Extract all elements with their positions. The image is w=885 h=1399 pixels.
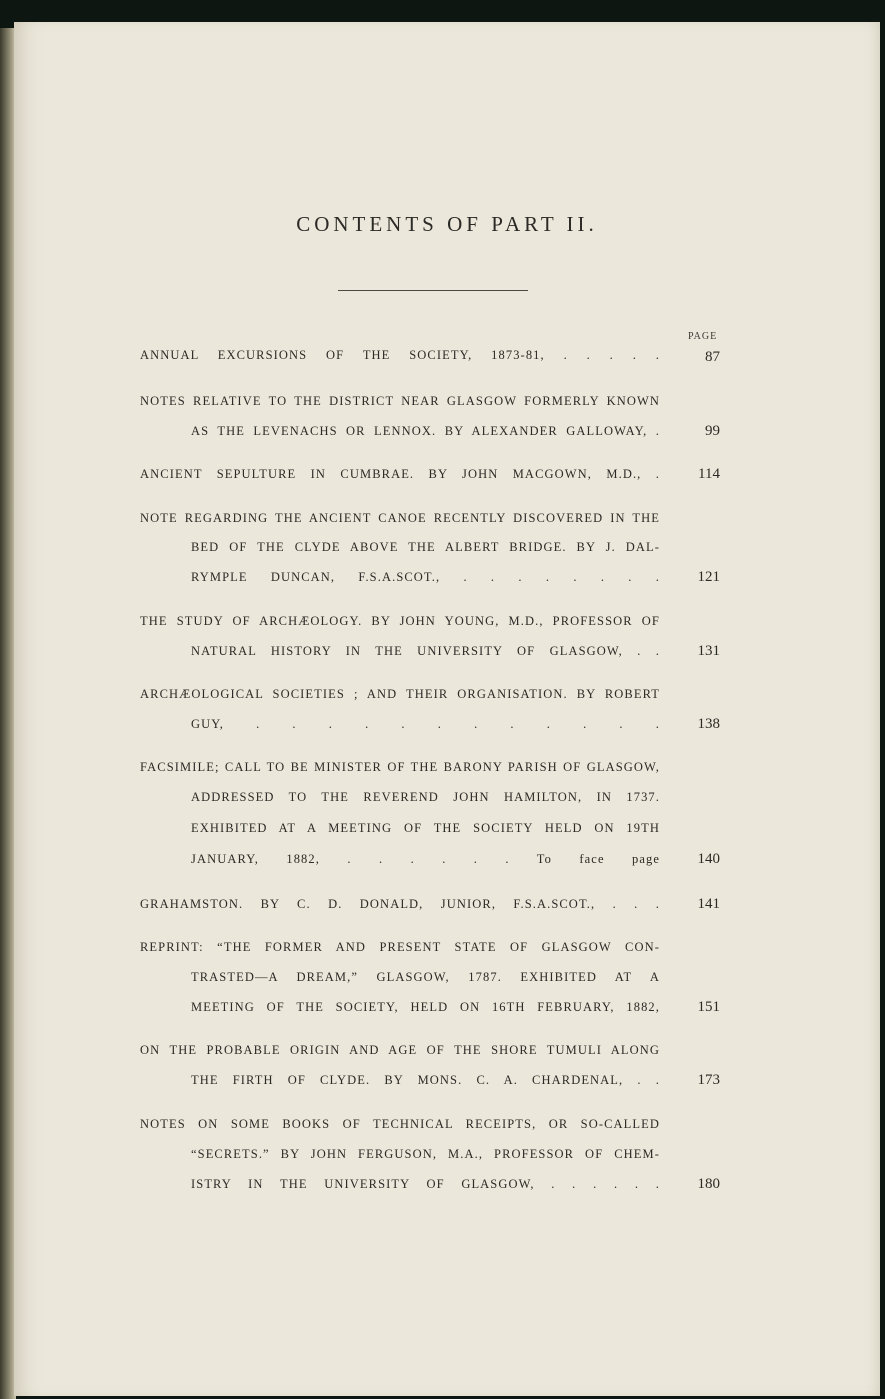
toc-entry-line: AS THE LEVENACHS OR LENNOX. BY ALEXANDER GALLOWAY, . <box>191 424 660 438</box>
toc-entry-line: ON THE PROBABLE ORIGIN AND AGE OF THE SHORE TUMULI ALONG <box>140 1043 660 1057</box>
toc-entry-line: ARCHÆOLOGICAL SOCIETIES ; AND THEIR ORGANISATION. BY ROBERT <box>140 687 660 701</box>
toc-entry-line: RYMPLE DUNCAN, F.S.A.SCOT., . . . . . . . . <box>191 570 660 584</box>
toc-entry-line: “SECRETS.” BY JOHN FERGUSON, M.A., PROFESSOR OF CHEM- <box>191 1147 660 1161</box>
title-divider <box>338 290 528 291</box>
toc-entry-line: ANNUAL EXCURSIONS OF THE SOCIETY, 1873-81, . . . . . <box>140 348 660 362</box>
toc-page-number: 141 <box>697 896 720 912</box>
toc-entry-line: THE FIRTH OF CLYDE. BY MONS. C. A. CHARDENAL, . . <box>191 1073 660 1087</box>
toc-entry-line: GRAHAMSTON. BY C. D. DONALD, JUNIOR, F.S.A.SCOT., . . . <box>140 897 660 911</box>
toc-entry-line: MEETING OF THE SOCIETY, HELD ON 16TH FEBRUARY, 1882, <box>191 1000 660 1014</box>
toc-entry-line: NOTES ON SOME BOOKS OF TECHNICAL RECEIPTS, OR SO-CALLED <box>140 1117 660 1131</box>
toc-entry-line: NOTES RELATIVE TO THE DISTRICT NEAR GLASGOW FORMERLY KNOWN <box>140 394 660 408</box>
toc-entry-line: NOTE REGARDING THE ANCIENT CANOE RECENTLY DISCOVERED IN THE <box>140 511 660 525</box>
page-column-heading: PAGE <box>688 331 718 342</box>
page-title: CONTENTS OF PART II. <box>296 212 598 236</box>
toc-entry-line: NATURAL HISTORY IN THE UNIVERSITY OF GLASGOW, . . <box>191 644 660 658</box>
toc-entry-line: BED OF THE CLYDE ABOVE THE ALBERT BRIDGE. BY J. DAL- <box>191 540 660 554</box>
toc-entry-line: JANUARY, 1882, . . . . . . To face page <box>191 852 660 866</box>
toc-page-number: 131 <box>697 643 720 659</box>
toc-page-number: 87 <box>705 349 720 365</box>
toc-entry-line: GUY, . . . . . . . . . . . . <box>191 717 660 731</box>
toc-page-number: 140 <box>697 851 720 867</box>
toc-entry-line: ANCIENT SEPULTURE IN CUMBRAE. BY JOHN MACGOWN, M.D., . <box>140 467 660 481</box>
toc-entry-line: ADDRESSED TO THE REVEREND JOHN HAMILTON, IN 1737. <box>191 790 660 804</box>
document-page <box>14 22 880 1396</box>
toc-entry-line: FACSIMILE; CALL TO BE MINISTER OF THE BARONY PARISH OF GLASGOW, <box>140 760 660 774</box>
toc-page-number: 121 <box>697 569 720 585</box>
toc-page-number: 151 <box>697 999 720 1015</box>
toc-entry-line: TRASTED—A DREAM,” GLASGOW, 1787. EXHIBITED AT A <box>191 970 660 984</box>
toc-page-number: 138 <box>697 716 720 732</box>
toc-entry-line: THE STUDY OF ARCHÆOLOGY. BY JOHN YOUNG, M.D., PROFESSOR OF <box>140 614 660 628</box>
toc-page-number: 99 <box>705 423 720 439</box>
toc-page-number: 173 <box>697 1072 720 1088</box>
toc-entry-line: EXHIBITED AT A MEETING OF THE SOCIETY HELD ON 19TH <box>191 821 660 835</box>
toc-entry-line: REPRINT: “THE FORMER AND PRESENT STATE OF GLASGOW CON- <box>140 940 660 954</box>
toc-entry-line: ISTRY IN THE UNIVERSITY OF GLASGOW, . . . . . . <box>191 1177 660 1191</box>
toc-page-number: 180 <box>697 1176 720 1192</box>
toc-page-number: 114 <box>698 466 720 482</box>
